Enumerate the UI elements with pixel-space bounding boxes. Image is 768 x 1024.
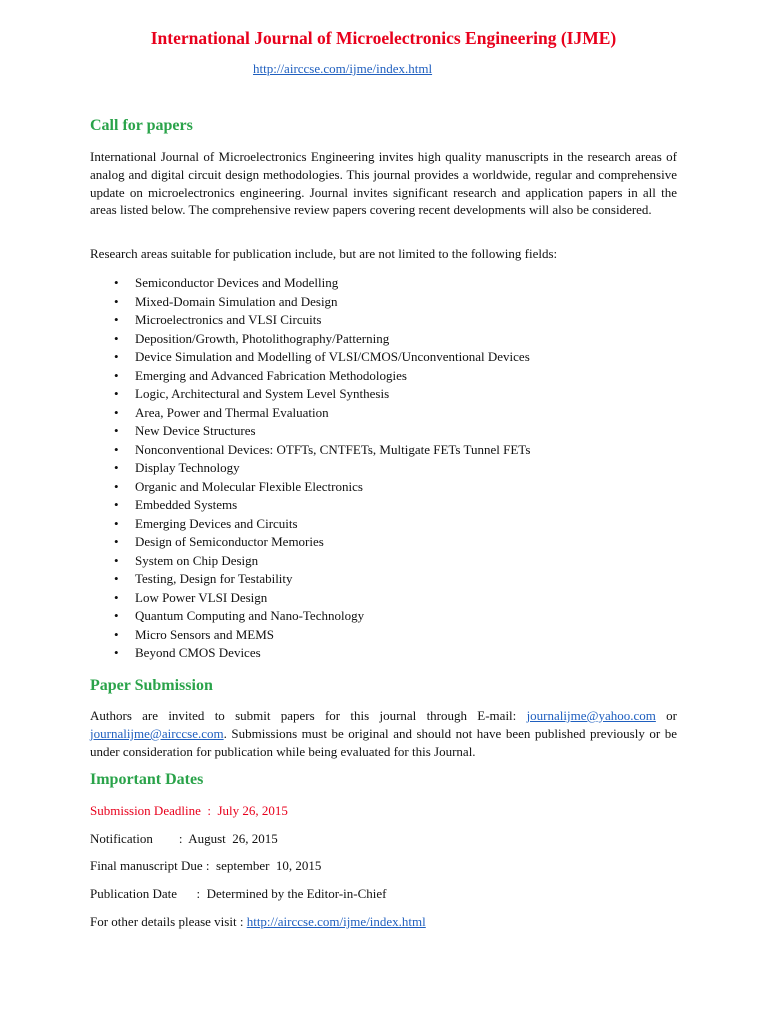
journal-title: International Journal of Microelectronics Engineering (IJME): [150, 28, 617, 48]
research-area-item: • Beyond CMOS Devices: [90, 644, 677, 663]
call-for-papers-heading: Call for papers: [90, 117, 193, 134]
notification-row: Notification : August 26, 2015: [90, 831, 278, 846]
research-area-item: • Low Power VLSI Design: [90, 589, 677, 608]
research-area-item: • Organic and Molecular Flexible Electronics: [90, 478, 677, 497]
research-area-item: • Deposition/Growth, Photolithography/Patterning: [90, 330, 677, 349]
submission-paragraph: [90, 707, 677, 760]
research-areas-intro: Research areas suitable for publication include, but are not limited to the following fields:: [90, 246, 558, 261]
research-area-item: • Area, Power and Thermal Evaluation: [90, 404, 677, 423]
research-area-item: • Testing, Design for Testability: [90, 570, 677, 589]
research-area-item: • Nonconventional Devices: OTFTs, CNTFETs, Multigate FETs Tunnel FETs: [90, 441, 677, 460]
research-area-item: • Semiconductor Devices and Modelling: [90, 274, 677, 293]
research-area-item: • Display Technology: [90, 459, 677, 478]
research-area-item: • Quantum Computing and Nano-Technology: [90, 607, 677, 626]
footer-label: For other details please visit :: [90, 914, 247, 929]
publication-date-row: Publication Date : Determined by the Editor-in-Chief: [90, 886, 387, 901]
call-for-papers-paragraph: International Journal of Microelectronics Engineering invites high quality manuscripts in the research areas of analog and digital circuit design methodologies. This journal provides a worldwide, regular and comprehensive update on microelectronics engineering. Journal invites significant research and application papers in all the areas listed below. The comprehensive review papers covering recent developments will also be considered.: [90, 149, 677, 218]
submission-or: or: [655, 708, 677, 723]
paper-submission-heading: Paper Submission: [90, 677, 213, 694]
footer-url-link[interactable]: http://airccse.com/ijme/index.html: [246, 914, 426, 929]
final-manuscript-row: Final manuscript Due : september 10, 2015: [90, 858, 322, 873]
footer-visit-line: [90, 914, 426, 930]
research-area-item: • System on Chip Design: [90, 552, 677, 571]
research-area-item: • Micro Sensors and MEMS: [90, 626, 677, 645]
research-area-item: • Embedded Systems: [90, 496, 677, 515]
journal-url-link[interactable]: http://airccse.com/ijme/index.html: [253, 61, 433, 76]
email-link-airccse[interactable]: journalijme@airccse.com: [90, 725, 224, 741]
email-link-yahoo[interactable]: journalijme@yahoo.com: [526, 708, 656, 723]
research-area-item: • New Device Structures: [90, 422, 677, 441]
submission-deadline-row: Submission Deadline : July 26, 2015: [90, 803, 288, 818]
research-area-item: • Mixed-Domain Simulation and Design: [90, 293, 677, 312]
research-areas-list: [90, 274, 677, 663]
important-dates-heading: Important Dates: [90, 771, 204, 788]
research-area-item: • Emerging and Advanced Fabrication Methodologies: [90, 367, 677, 386]
research-area-item: • Device Simulation and Modelling of VLSI/CMOS/Unconventional Devices: [90, 348, 677, 367]
research-area-item: • Microelectronics and VLSI Circuits: [90, 311, 677, 330]
research-area-item: • Design of Semiconductor Memories: [90, 533, 677, 552]
research-area-item: • Emerging Devices and Circuits: [90, 515, 677, 534]
research-area-item: • Logic, Architectural and System Level Synthesis: [90, 385, 677, 404]
submission-text-before: Authors are invited to submit papers for this journal through E-mail:: [90, 708, 527, 723]
submission-text-after: . Submissions must be original and should not have been published previously or be under consideration for publication while being evaluated for this Journal.: [90, 725, 677, 759]
